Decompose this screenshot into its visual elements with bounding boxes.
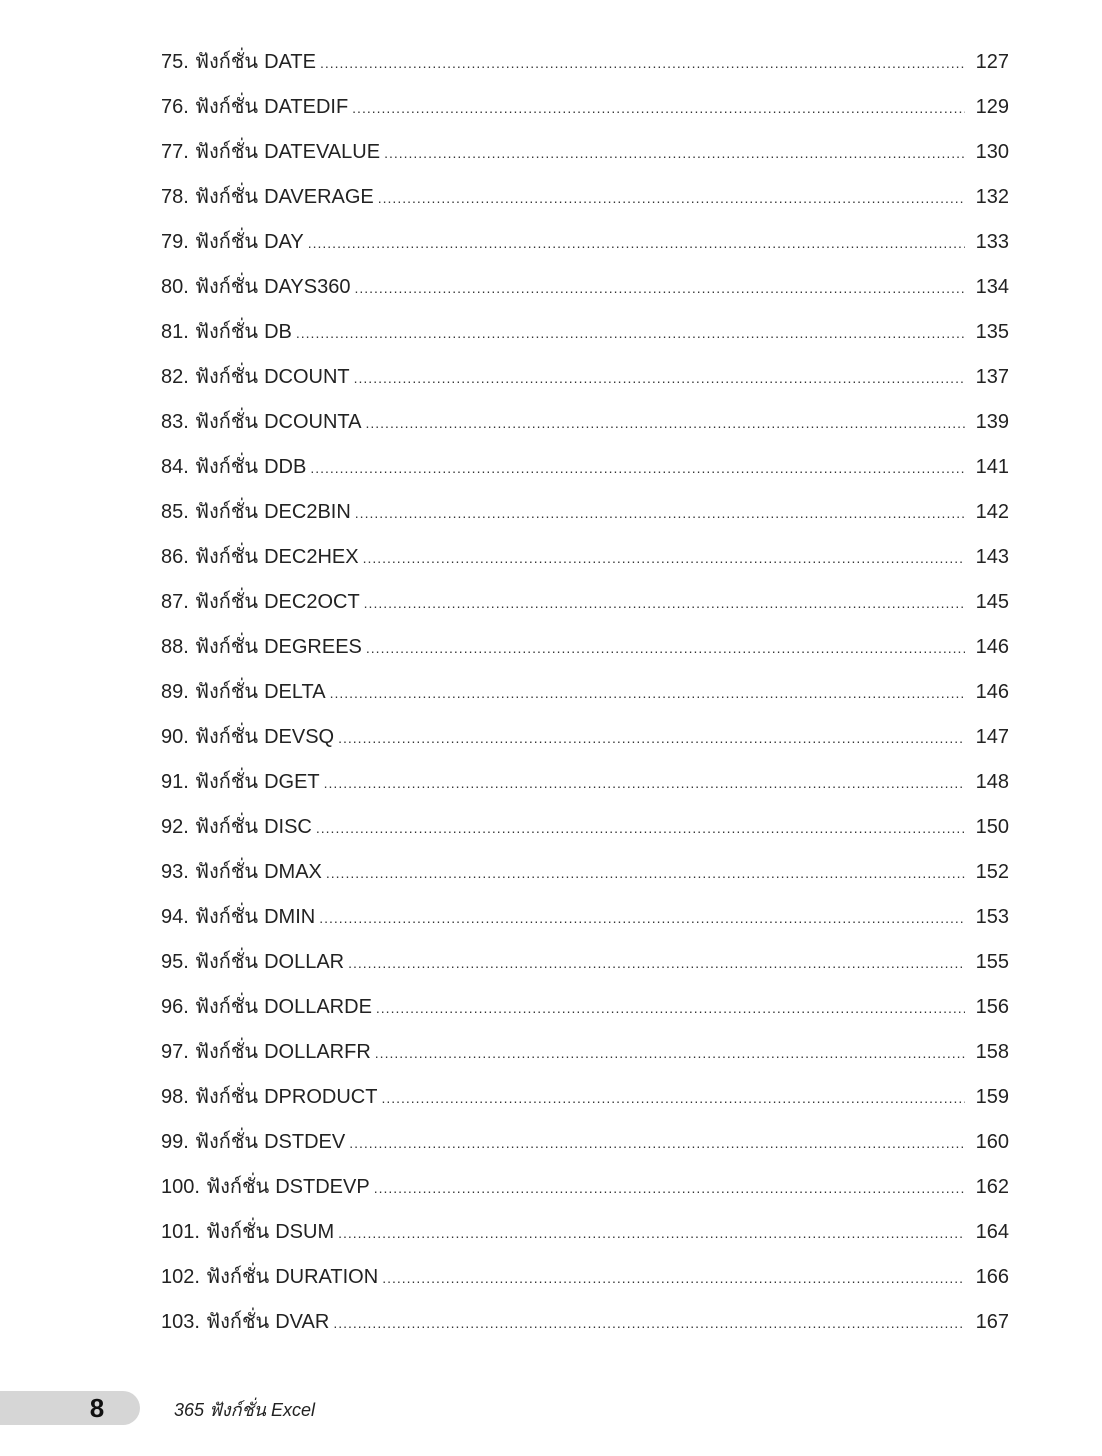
toc-entry-function-name: DAYS360 — [264, 276, 351, 298]
toc-entry-number: 75. — [161, 51, 189, 73]
toc-entry-function-name: DAVERAGE — [264, 186, 374, 208]
toc-entry-word: ฟังก์ชั่น — [194, 366, 259, 388]
toc-entry-word: ฟังก์ชั่น — [194, 771, 259, 793]
toc-entry-word: ฟังก์ชั่น — [194, 726, 259, 748]
toc-entry-function-name: DEGREES — [264, 636, 362, 658]
dot-leader — [324, 761, 965, 806]
toc-entry-page: 162 — [975, 1176, 1009, 1198]
toc-entry-number: 100. — [161, 1176, 200, 1198]
toc-entry-page: 127 — [975, 51, 1009, 73]
toc-entry-number: 94. — [161, 906, 189, 928]
toc-entry[interactable] — [161, 1255, 1009, 1300]
toc-entry-number: 89. — [161, 681, 189, 703]
toc-entry-page: 147 — [975, 726, 1009, 748]
dot-leader — [326, 851, 965, 896]
toc-entry[interactable] — [161, 1075, 1009, 1120]
toc-entry-word: ฟังก์ชั่น — [194, 1041, 259, 1063]
toc-entry-function-name: DATEVALUE — [264, 141, 381, 163]
dot-leader — [382, 1256, 965, 1301]
toc-entry-page: 155 — [975, 951, 1009, 973]
toc-entry-number: 102. — [161, 1266, 200, 1288]
dot-leader — [375, 1031, 965, 1076]
dot-leader — [366, 401, 966, 446]
dot-leader — [338, 1211, 965, 1256]
toc-entry[interactable] — [161, 310, 1009, 355]
toc-entry[interactable] — [161, 40, 1009, 85]
toc-entry-function-name: DMAX — [264, 861, 322, 883]
toc-entry-function-name: DVAR — [275, 1311, 330, 1333]
table-of-contents — [161, 40, 1009, 1345]
toc-entry[interactable] — [161, 535, 1009, 580]
toc-entry-word: ฟังก์ชั่น — [205, 1266, 270, 1288]
toc-entry-word: ฟังก์ชั่น — [194, 906, 259, 928]
dot-leader — [310, 446, 965, 491]
toc-entry-function-name: DGET — [264, 771, 320, 793]
toc-entry[interactable] — [161, 265, 1009, 310]
toc-entry-page: 146 — [975, 636, 1009, 658]
toc-entry[interactable] — [161, 940, 1009, 985]
toc-entry-number: 84. — [161, 456, 189, 478]
toc-entry[interactable] — [161, 985, 1009, 1030]
toc-entry-number: 82. — [161, 366, 189, 388]
toc-entry-number: 85. — [161, 501, 189, 523]
toc-entry-page: 160 — [975, 1131, 1009, 1153]
toc-entry[interactable] — [161, 895, 1009, 940]
toc-entry-function-name: DSTDEV — [264, 1131, 346, 1153]
toc-entry-word: ฟังก์ชั่น — [194, 411, 259, 433]
toc-entry-function-name: DELTA — [264, 681, 326, 703]
footer-book-title: 365 ฟังก์ชั่น Excel — [174, 1400, 316, 1420]
toc-entry[interactable] — [161, 1120, 1009, 1165]
toc-entry-word: ฟังก์ชั่น — [194, 321, 259, 343]
toc-entry-page: 137 — [975, 366, 1009, 388]
toc-entry-function-name: DDB — [264, 456, 307, 478]
toc-entry-word: ฟังก์ชั่น — [194, 231, 259, 253]
dot-leader — [333, 1301, 965, 1346]
toc-entry-page: 148 — [975, 771, 1009, 793]
toc-entry[interactable] — [161, 220, 1009, 265]
toc-entry[interactable] — [161, 175, 1009, 220]
toc-entry-page: 150 — [975, 816, 1009, 838]
toc-entry-function-name: DCOUNTA — [264, 411, 362, 433]
toc-entry-word: ฟังก์ชั่น — [194, 996, 259, 1018]
dot-leader — [381, 1076, 965, 1121]
toc-entry-word: ฟังก์ชั่น — [194, 141, 259, 163]
toc-entry-page: 153 — [975, 906, 1009, 928]
dot-leader — [308, 221, 965, 266]
toc-entry-number: 95. — [161, 951, 189, 973]
toc-entry-word: ฟังก์ชั่น — [194, 681, 259, 703]
toc-entry[interactable] — [161, 1210, 1009, 1255]
dot-leader — [384, 131, 965, 176]
toc-entry-page: 158 — [975, 1041, 1009, 1063]
toc-entry-word: ฟังก์ชั่น — [194, 456, 259, 478]
toc-entry[interactable] — [161, 805, 1009, 850]
toc-entry-number: 87. — [161, 591, 189, 613]
toc-entry[interactable] — [161, 1165, 1009, 1210]
toc-entry-function-name: DOLLARFR — [264, 1041, 371, 1063]
toc-entry-word: ฟังก์ชั่น — [194, 861, 259, 883]
toc-entry-word: ฟังก์ชั่น — [194, 591, 259, 613]
toc-entry-function-name: DSTDEVP — [275, 1176, 370, 1198]
toc-entry-word: ฟังก์ชั่น — [194, 1131, 259, 1153]
toc-entry-word: ฟังก์ชั่น — [194, 96, 259, 118]
dot-leader — [319, 896, 965, 941]
toc-entry-word: ฟังก์ชั่น — [194, 276, 259, 298]
dot-leader — [355, 491, 965, 536]
toc-entry-page: 146 — [975, 681, 1009, 703]
toc-entry[interactable] — [161, 130, 1009, 175]
toc-entry-function-name: DOLLARDE — [264, 996, 372, 1018]
toc-entry-number: 99. — [161, 1131, 189, 1153]
toc-entry-word: ฟังก์ชั่น — [194, 546, 259, 568]
toc-entry[interactable] — [161, 580, 1009, 625]
toc-entry-page: 145 — [975, 591, 1009, 613]
toc-entry-number: 83. — [161, 411, 189, 433]
toc-entry-page: 132 — [975, 186, 1009, 208]
toc-entry-page: 130 — [975, 141, 1009, 163]
toc-entry-function-name: DATE — [264, 51, 316, 73]
toc-entry-word: ฟังก์ชั่น — [194, 816, 259, 838]
toc-entry-function-name: DATEDIF — [264, 96, 349, 118]
dot-leader — [378, 176, 965, 221]
toc-entry[interactable] — [161, 400, 1009, 445]
toc-entry-number: 78. — [161, 186, 189, 208]
toc-entry-function-name: DEVSQ — [264, 726, 335, 748]
toc-entry-page: 134 — [975, 276, 1009, 298]
toc-entry-number: 103. — [161, 1311, 200, 1333]
toc-entry-function-name: DMIN — [264, 906, 316, 928]
toc-entry-function-name: DAY — [264, 231, 304, 253]
toc-entry-number: 93. — [161, 861, 189, 883]
toc-entry-word: ฟังก์ชั่น — [194, 51, 259, 73]
toc-entry-function-name: DSUM — [275, 1221, 335, 1243]
toc-entry-number: 101. — [161, 1221, 200, 1243]
toc-entry-function-name: DPRODUCT — [264, 1086, 378, 1108]
toc-entry-function-name: DOLLAR — [264, 951, 345, 973]
dot-leader — [320, 41, 965, 86]
toc-entry-word: ฟังก์ชั่น — [194, 501, 259, 523]
toc-entry[interactable] — [161, 850, 1009, 895]
dot-leader — [349, 1121, 965, 1166]
toc-entry-function-name: DB — [264, 321, 292, 343]
dot-leader — [352, 86, 965, 131]
toc-entry-page: 156 — [975, 996, 1009, 1018]
toc-entry-word: ฟังก์ชั่น — [205, 1176, 270, 1198]
toc-entry-number: 88. — [161, 636, 189, 658]
dot-leader — [316, 806, 965, 851]
toc-entry-page: 152 — [975, 861, 1009, 883]
dot-leader — [296, 311, 965, 356]
toc-entry[interactable] — [161, 1300, 1009, 1345]
toc-entry-word: ฟังก์ชั่น — [194, 186, 259, 208]
dot-leader — [366, 626, 965, 671]
toc-entry-page: 166 — [975, 1266, 1009, 1288]
toc-entry-number: 81. — [161, 321, 189, 343]
dot-leader — [330, 671, 965, 716]
toc-entry-number: 97. — [161, 1041, 189, 1063]
toc-entry-page: 164 — [975, 1221, 1009, 1243]
toc-entry-word: ฟังก์ชั่น — [205, 1311, 270, 1333]
toc-entry-number: 98. — [161, 1086, 189, 1108]
toc-entry-page: 139 — [975, 411, 1009, 433]
toc-entry-page: 143 — [975, 546, 1009, 568]
toc-entry-page: 129 — [975, 96, 1009, 118]
toc-entry[interactable] — [161, 85, 1009, 130]
toc-entry-number: 79. — [161, 231, 189, 253]
toc-entry-number: 91. — [161, 771, 189, 793]
toc-entry-function-name: DCOUNT — [264, 366, 350, 388]
toc-entry[interactable] — [161, 1030, 1009, 1075]
toc-entry-word: ฟังก์ชั่น — [194, 636, 259, 658]
toc-entry[interactable] — [161, 355, 1009, 400]
dot-leader — [374, 1166, 965, 1211]
toc-entry-page: 141 — [975, 456, 1009, 478]
toc-entry-word: ฟังก์ชั่น — [194, 951, 259, 973]
footer-page-number: 8 — [89, 1393, 105, 1423]
toc-entry[interactable] — [161, 760, 1009, 805]
dot-leader — [363, 536, 965, 581]
dot-leader — [364, 581, 965, 626]
toc-entry-number: 76. — [161, 96, 189, 118]
toc-entry-number: 92. — [161, 816, 189, 838]
toc-entry-word: ฟังก์ชั่น — [194, 1086, 259, 1108]
dot-leader — [354, 266, 965, 311]
toc-entry-number: 86. — [161, 546, 189, 568]
toc-entry[interactable] — [161, 670, 1009, 715]
toc-entry-page: 133 — [975, 231, 1009, 253]
toc-entry-function-name: DEC2OCT — [264, 591, 360, 613]
toc-entry-page: 167 — [975, 1311, 1009, 1333]
toc-entry-function-name: DISC — [264, 816, 312, 838]
toc-entry-number: 90. — [161, 726, 189, 748]
toc-entry-number: 80. — [161, 276, 189, 298]
toc-entry-page: 142 — [975, 501, 1009, 523]
toc-entry-page: 135 — [975, 321, 1009, 343]
toc-entry[interactable] — [161, 445, 1009, 490]
toc-entry[interactable] — [161, 625, 1009, 670]
dot-leader — [376, 986, 965, 1031]
toc-entry-function-name: DEC2HEX — [264, 546, 359, 568]
toc-entry-function-name: DEC2BIN — [264, 501, 351, 523]
toc-entry-page: 159 — [975, 1086, 1009, 1108]
toc-entry-number: 77. — [161, 141, 189, 163]
dot-leader — [338, 716, 965, 761]
toc-entry[interactable] — [161, 715, 1009, 760]
toc-entry-number: 96. — [161, 996, 189, 1018]
dot-leader — [348, 941, 965, 986]
toc-entry[interactable] — [161, 490, 1009, 535]
toc-entry-word: ฟังก์ชั่น — [205, 1221, 270, 1243]
toc-entry-function-name: DURATION — [275, 1266, 379, 1288]
dot-leader — [354, 356, 965, 401]
